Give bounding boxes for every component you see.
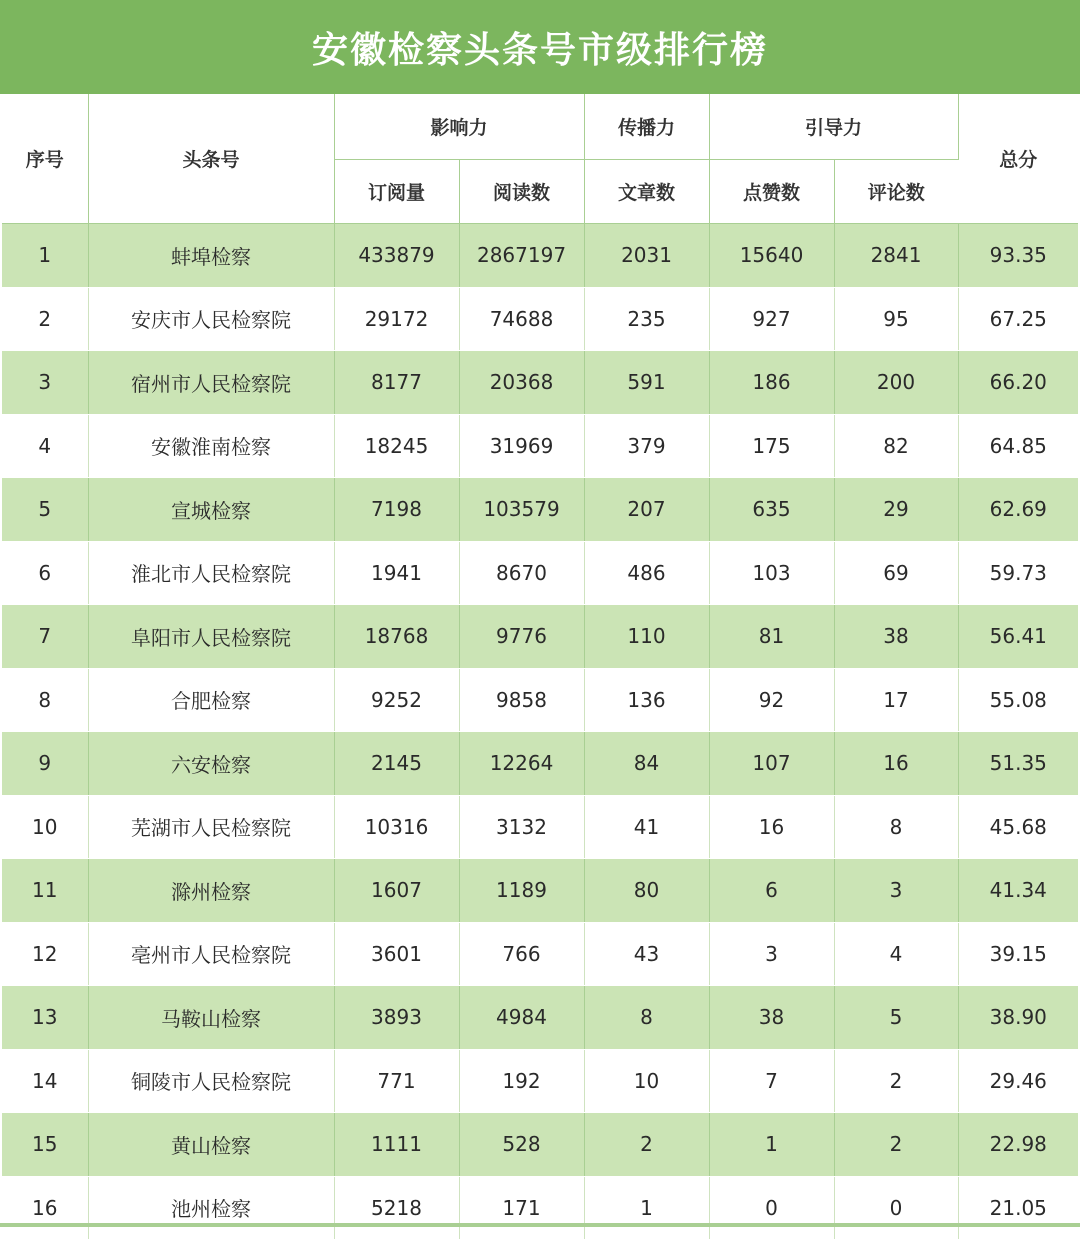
cell-account: 安徽淮南检察 [88,414,334,478]
cell-likes: 186 [709,351,834,415]
cell-likes: 635 [709,478,834,542]
cell-total: 21.05 [958,1176,1078,1240]
cell-likes: 16 [709,795,834,859]
table-row [2,478,1078,542]
cell-rank: 4 [2,414,88,478]
cell-rank: 11 [2,859,88,923]
cell-account: 淮北市人民检察院 [88,541,334,605]
cell-comments: 8 [834,795,958,859]
header-spread: 传播力 [584,94,709,160]
cell-articles: 235 [584,287,709,351]
cell-rank: 16 [2,1176,88,1240]
cell-total: 62.69 [958,478,1078,542]
table-row [2,668,1078,732]
cell-likes: 81 [709,605,834,669]
cell-comments: 29 [834,478,958,542]
cell-total: 59.73 [958,541,1078,605]
cell-likes: 15640 [709,224,834,288]
cell-likes: 38 [709,986,834,1050]
cell-account: 马鞍山检察 [88,986,334,1050]
header-comments: 评论数 [834,160,958,224]
cell-reads: 12264 [459,732,584,796]
cell-account: 宣城检察 [88,478,334,542]
header-rank: 序号 [2,94,88,224]
cell-comments: 0 [834,1176,958,1240]
cell-reads: 1189 [459,859,584,923]
cell-total: 41.34 [958,859,1078,923]
cell-total: 22.98 [958,1113,1078,1177]
cell-comments: 2841 [834,224,958,288]
cell-rank: 12 [2,922,88,986]
cell-likes: 3 [709,922,834,986]
cell-articles: 591 [584,351,709,415]
title-bar [0,0,1080,94]
page-title: 安徽检察头条号市级排行榜 [311,28,768,71]
cell-subscriptions: 3601 [334,922,459,986]
cell-articles: 486 [584,541,709,605]
table-row [2,287,1078,351]
cell-articles: 379 [584,414,709,478]
cell-reads: 31969 [459,414,584,478]
cell-total: 66.20 [958,351,1078,415]
cell-total: 93.35 [958,224,1078,288]
cell-subscriptions: 5218 [334,1176,459,1240]
cell-account: 宿州市人民检察院 [88,351,334,415]
cell-total: 64.85 [958,414,1078,478]
cell-reads: 192 [459,1049,584,1113]
table-row [2,414,1078,478]
cell-likes: 175 [709,414,834,478]
cell-account: 黄山检察 [88,1113,334,1177]
table-row [2,922,1078,986]
cell-comments: 2 [834,1049,958,1113]
cell-articles: 136 [584,668,709,732]
cell-subscriptions: 2145 [334,732,459,796]
cell-total: 29.46 [958,1049,1078,1113]
cell-likes: 103 [709,541,834,605]
cell-account: 滁州检察 [88,859,334,923]
bottom-border [0,1223,1080,1227]
header-total: 总分 [958,94,1078,224]
cell-subscriptions: 10316 [334,795,459,859]
table-row [2,605,1078,669]
cell-comments: 16 [834,732,958,796]
table-row [2,1176,1078,1240]
table-row [2,351,1078,415]
cell-subscriptions: 1607 [334,859,459,923]
cell-reads: 9858 [459,668,584,732]
cell-likes: 927 [709,287,834,351]
cell-subscriptions: 9252 [334,668,459,732]
cell-account: 阜阳市人民检察院 [88,605,334,669]
header-likes: 点赞数 [709,160,834,224]
header-influence: 影响力 [334,94,584,160]
cell-rank: 13 [2,986,88,1050]
table-row [2,859,1078,923]
table-row [2,795,1078,859]
cell-subscriptions: 8177 [334,351,459,415]
table-header [2,94,1078,224]
cell-comments: 95 [834,287,958,351]
cell-account: 六安检察 [88,732,334,796]
cell-rank: 14 [2,1049,88,1113]
cell-subscriptions: 1111 [334,1113,459,1177]
cell-subscriptions: 18245 [334,414,459,478]
cell-likes: 107 [709,732,834,796]
cell-reads: 2867197 [459,224,584,288]
table-row [2,224,1078,288]
cell-comments: 2 [834,1113,958,1177]
cell-articles: 43 [584,922,709,986]
cell-comments: 200 [834,351,958,415]
cell-likes: 92 [709,668,834,732]
cell-likes: 6 [709,859,834,923]
cell-articles: 41 [584,795,709,859]
cell-reads: 9776 [459,605,584,669]
cell-account: 合肥检察 [88,668,334,732]
cell-rank: 15 [2,1113,88,1177]
table-row [2,986,1078,1050]
cell-subscriptions: 3893 [334,986,459,1050]
cell-rank: 10 [2,795,88,859]
cell-reads: 171 [459,1176,584,1240]
cell-rank: 1 [2,224,88,288]
cell-total: 45.68 [958,795,1078,859]
cell-rank: 2 [2,287,88,351]
header-subscriptions: 订阅量 [334,160,459,224]
cell-account: 池州检察 [88,1176,334,1240]
cell-reads: 74688 [459,287,584,351]
table-row [2,541,1078,605]
cell-articles: 1 [584,1176,709,1240]
cell-account: 蚌埠检察 [88,224,334,288]
cell-total: 55.08 [958,668,1078,732]
cell-rank: 3 [2,351,88,415]
cell-likes: 1 [709,1113,834,1177]
header-articles: 文章数 [584,160,709,224]
cell-reads: 20368 [459,351,584,415]
table-body [2,224,1078,1240]
cell-comments: 38 [834,605,958,669]
header-reads: 阅读数 [459,160,584,224]
cell-articles: 2 [584,1113,709,1177]
cell-total: 67.25 [958,287,1078,351]
cell-total: 38.90 [958,986,1078,1050]
cell-rank: 7 [2,605,88,669]
cell-subscriptions: 433879 [334,224,459,288]
cell-account: 安庆市人民检察院 [88,287,334,351]
table-row [2,1049,1078,1113]
cell-comments: 82 [834,414,958,478]
cell-subscriptions: 29172 [334,287,459,351]
cell-articles: 80 [584,859,709,923]
header-guidance: 引导力 [709,94,958,160]
cell-account: 亳州市人民检察院 [88,922,334,986]
cell-articles: 110 [584,605,709,669]
ranking-table [2,94,1078,1240]
cell-articles: 84 [584,732,709,796]
cell-total: 39.15 [958,922,1078,986]
cell-comments: 69 [834,541,958,605]
cell-articles: 2031 [584,224,709,288]
cell-comments: 17 [834,668,958,732]
cell-likes: 0 [709,1176,834,1240]
cell-rank: 9 [2,732,88,796]
cell-subscriptions: 771 [334,1049,459,1113]
cell-articles: 10 [584,1049,709,1113]
cell-articles: 8 [584,986,709,1050]
cell-account: 芜湖市人民检察院 [88,795,334,859]
cell-likes: 7 [709,1049,834,1113]
cell-subscriptions: 7198 [334,478,459,542]
cell-comments: 5 [834,986,958,1050]
cell-reads: 103579 [459,478,584,542]
cell-rank: 6 [2,541,88,605]
cell-subscriptions: 18768 [334,605,459,669]
cell-account: 铜陵市人民检察院 [88,1049,334,1113]
cell-comments: 3 [834,859,958,923]
cell-articles: 207 [584,478,709,542]
cell-comments: 4 [834,922,958,986]
cell-total: 56.41 [958,605,1078,669]
cell-total: 51.35 [958,732,1078,796]
cell-reads: 8670 [459,541,584,605]
cell-reads: 528 [459,1113,584,1177]
cell-reads: 766 [459,922,584,986]
table-row [2,732,1078,796]
cell-subscriptions: 1941 [334,541,459,605]
header-account: 头条号 [88,94,334,224]
cell-rank: 5 [2,478,88,542]
table-row [2,1113,1078,1177]
cell-reads: 4984 [459,986,584,1050]
cell-reads: 3132 [459,795,584,859]
cell-rank: 8 [2,668,88,732]
